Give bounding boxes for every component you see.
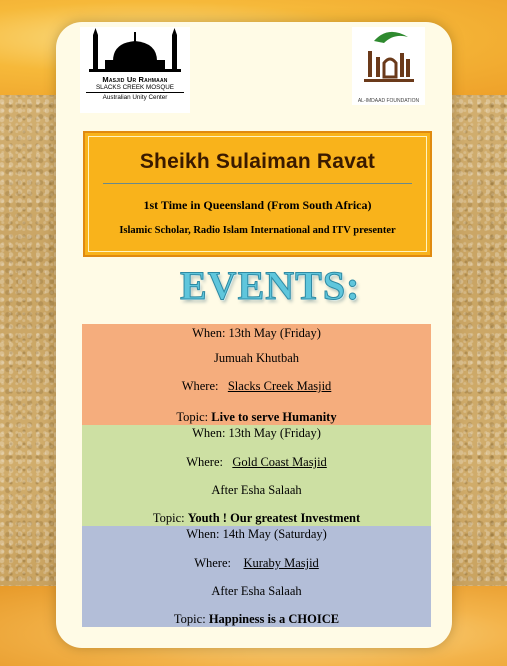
event-block-1 bbox=[82, 324, 431, 425]
event-topic-value: Happiness is a CHOICE bbox=[208, 612, 340, 626]
event-when: When: 13th May (Friday) bbox=[192, 326, 321, 340]
event-when: When: 14th May (Saturday) bbox=[186, 527, 327, 541]
event-topic-label: Topic: bbox=[176, 410, 209, 424]
event-when: When: 13th May (Friday) bbox=[192, 426, 321, 440]
event-topic-label: Topic: bbox=[173, 612, 206, 626]
event-topic bbox=[82, 410, 431, 425]
speaker-subtitle: 1st Time in Queensland (From South Africa) bbox=[143, 198, 372, 212]
masjid-subtitle: SLACKS CREEK MOSQUE bbox=[95, 84, 175, 91]
event-where bbox=[82, 379, 431, 394]
mosque-icon bbox=[85, 27, 185, 73]
al-imdaad-logo bbox=[352, 27, 425, 105]
masjid-name: Masjid Ur Rahmaan bbox=[102, 75, 168, 84]
event-topic bbox=[82, 511, 431, 526]
event-where-value: Kuraby Masjid bbox=[243, 556, 319, 570]
title-divider bbox=[103, 183, 412, 184]
event-detail: After Esha Salaah bbox=[211, 483, 302, 497]
al-imdaad-caption: AL-IMDAAD FOUNDATION bbox=[357, 98, 420, 104]
event-topic-label: Topic: bbox=[152, 511, 185, 525]
events-heading: EVENTS: bbox=[180, 263, 361, 308]
event-where-value: Gold Coast Masjid bbox=[232, 455, 327, 469]
masjid-tagline: Australian Unity Center bbox=[86, 92, 184, 101]
speaker-title-box bbox=[83, 131, 432, 257]
event-where bbox=[82, 455, 431, 470]
event-topic-value: Youth ! Our greatest Investment bbox=[187, 511, 361, 525]
crescent-logo-icon bbox=[354, 27, 424, 93]
event-block-2 bbox=[82, 425, 431, 526]
event-topic-value: Live to serve Humanity bbox=[211, 410, 337, 424]
event-detail: Jumuah Khutbah bbox=[213, 351, 300, 365]
event-where-value: Slacks Creek Masjid bbox=[227, 379, 332, 393]
event-where-label: Where: bbox=[194, 556, 231, 570]
event-where-label: Where: bbox=[181, 379, 219, 393]
speaker-name: Sheikh Sulaiman Ravat bbox=[139, 150, 376, 173]
event-block-3 bbox=[82, 526, 431, 627]
masjid-logo bbox=[80, 27, 190, 113]
speaker-description: Islamic Scholar, Radio Islam International and ITV presenter bbox=[119, 225, 396, 236]
event-where-label: Where: bbox=[186, 455, 223, 469]
event-where bbox=[82, 556, 431, 571]
event-detail: After Esha Salaah bbox=[211, 584, 302, 598]
speaker-title-inner bbox=[88, 136, 427, 252]
event-topic bbox=[82, 612, 431, 627]
